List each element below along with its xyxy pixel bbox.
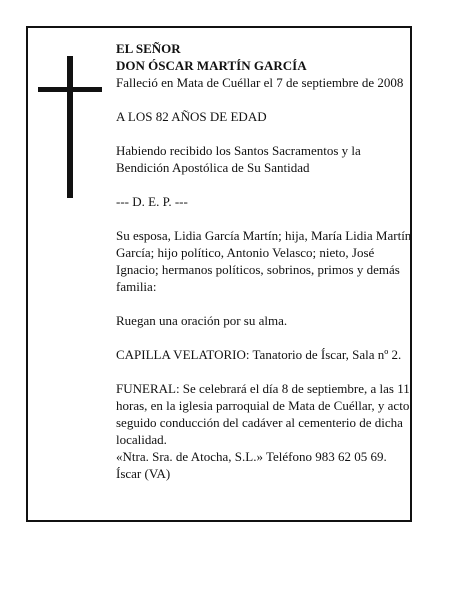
funeral-details: FUNERAL: Se celebrará el día 8 de septiembre, a las 11 horas, en la iglesia parroquial de Mata de Cuéllar, y acto seguido conducción del cadáver al cementerio de dicha localidad. (116, 381, 410, 447)
age-line: A LOS 82 AÑOS DE EDAD (116, 109, 267, 124)
sacraments-line: Habiendo recibido los Santos Sacramentos y la Bendición Apostólica de Su Santidad (116, 143, 361, 175)
funeral-company: «Ntra. Sra. de Atocha, S.L.» Teléfono 983 62 05 69. (116, 449, 387, 464)
funeral-location: Íscar (VA) (116, 466, 171, 481)
deceased-name: DON ÓSCAR MARTÍN GARCÍA (116, 58, 307, 73)
death-details: Falleció en Mata de Cuéllar el 7 de septiembre de 2008 (116, 75, 404, 90)
notice-content (116, 40, 416, 482)
notice-heading-line-1: EL SEÑOR (116, 41, 181, 56)
obituary-notice (26, 26, 412, 522)
prayer-request: Ruegan una oración por su alma. (116, 313, 288, 328)
chapel-details: CAPILLA VELATORIO: Tanatorio de Íscar, Sala nº 2. (116, 347, 402, 362)
cross-vertical-bar (67, 56, 73, 198)
rip-line: --- D. E. P. --- (116, 194, 188, 209)
cross-horizontal-bar (38, 87, 102, 92)
family-members: Su esposa, Lidia García Martín; hija, María Lidia Martín García; hijo político, Antonio Velasco; nieto, José Ignacio; hermanos políticos, sobrinos, primos y demás familia: (116, 228, 412, 294)
